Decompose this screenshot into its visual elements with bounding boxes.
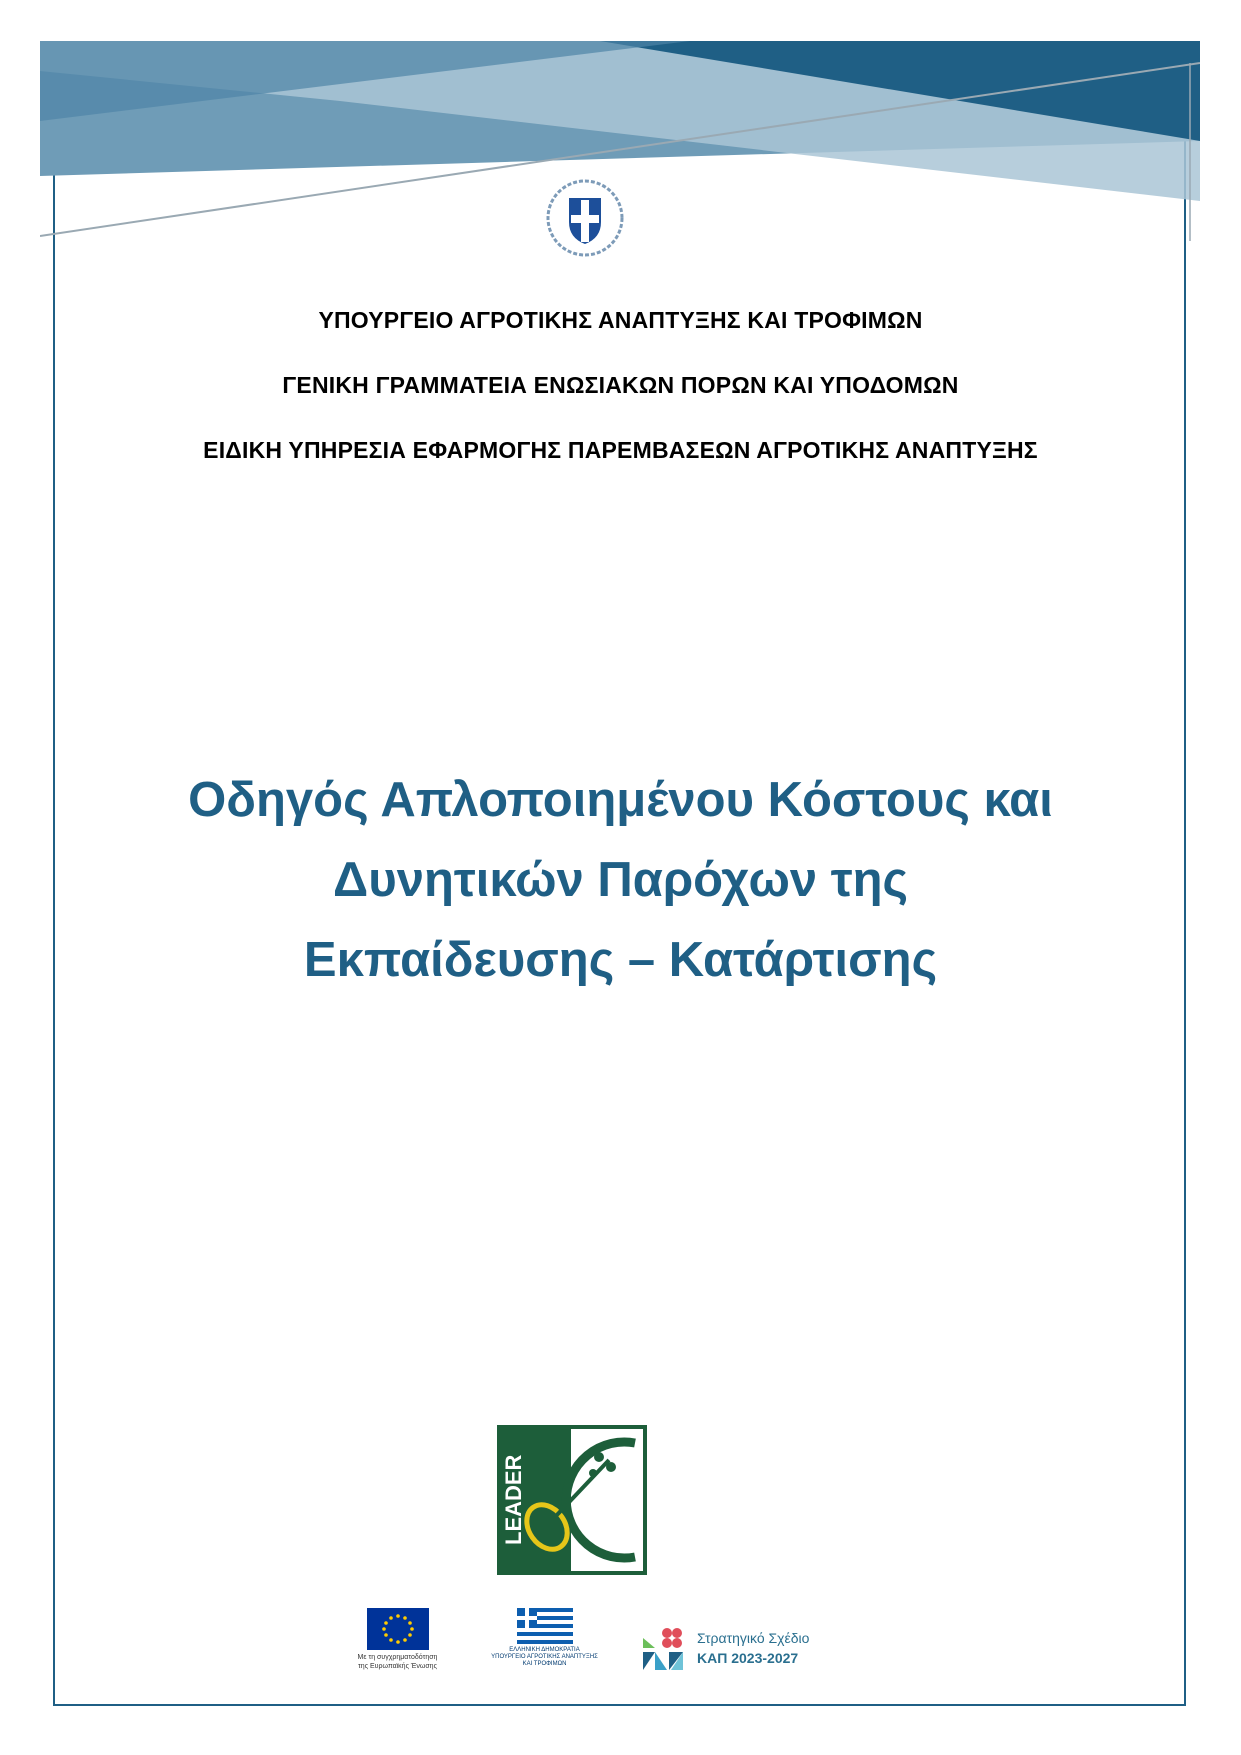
gr-caption-line-1: ΕΛΛΗΝΙΚΗ ΔΗΜΟΚΡΑΤΙΑ bbox=[509, 1647, 580, 1653]
greek-republic-logo bbox=[487, 1608, 602, 1668]
gr-caption-line-2: ΥΠΟΥΡΓΕΙΟ ΑΓΡΟΤΙΚΗΣ ΑΝΑΠΤΥΞΗΣ ΚΑΙ ΤΡΟΦΙΜΩΝ bbox=[491, 1654, 598, 1667]
greek-flag-icon bbox=[517, 1608, 573, 1644]
eu-cofunding-logo bbox=[350, 1608, 445, 1671]
leader-logo-icon bbox=[497, 1425, 647, 1575]
kap-logo-icon bbox=[641, 1626, 689, 1674]
kap-line-2: ΚΑΠ 2023-2027 bbox=[697, 1650, 799, 1666]
title-line-2: Δυνητικών Παρόχων της bbox=[332, 853, 909, 907]
eu-caption-line-1: Με τη συγχρηματοδότηση bbox=[357, 1654, 438, 1661]
footer-logos bbox=[0, 1608, 1241, 1688]
title-line-1: Οδηγός Απλοποιημένου Κόστους και bbox=[188, 773, 1053, 827]
service-name: ΕΙΔΙΚΗ ΥΠΗΡΕΣΙΑ ΕΦΑΡΜΟΓΗΣ ΠΑΡΕΜΒΑΣΕΩΝ ΑΓΡΟΤΙΚΗΣ ΑΝΑΠΤΥΞΗΣ bbox=[203, 437, 1038, 463]
document-title bbox=[0, 760, 1241, 1000]
ministry-name: ΥΠΟΥΡΓΕΙΟ ΑΓΡΟΤΙΚΗΣ ΑΝΑΠΤΥΞΗΣ ΚΑΙ ΤΡΟΦΙΜΩΝ bbox=[318, 307, 923, 333]
eu-caption-line-2: της Ευρωπαϊκής Ένωσης bbox=[358, 1663, 437, 1670]
kap-strategic-plan-logo bbox=[641, 1626, 821, 1674]
leader-wordmark: LEADER bbox=[501, 1454, 526, 1545]
secretariat-name: ΓΕΝΙΚΗ ΓΡΑΜΜΑΤΕΙΑ ΕΝΩΣΙΑΚΩΝ ΠΟΡΩΝ ΚΑΙ ΥΠΟΔΟΜΩΝ bbox=[282, 372, 959, 398]
kap-line-1: Στρατηγικό Σχέδιο bbox=[697, 1630, 810, 1646]
eu-flag-icon bbox=[367, 1608, 429, 1650]
greek-coat-of-arms-icon bbox=[545, 178, 625, 258]
title-line-3: Εκπαίδευσης – Κατάρτισης bbox=[303, 933, 938, 987]
